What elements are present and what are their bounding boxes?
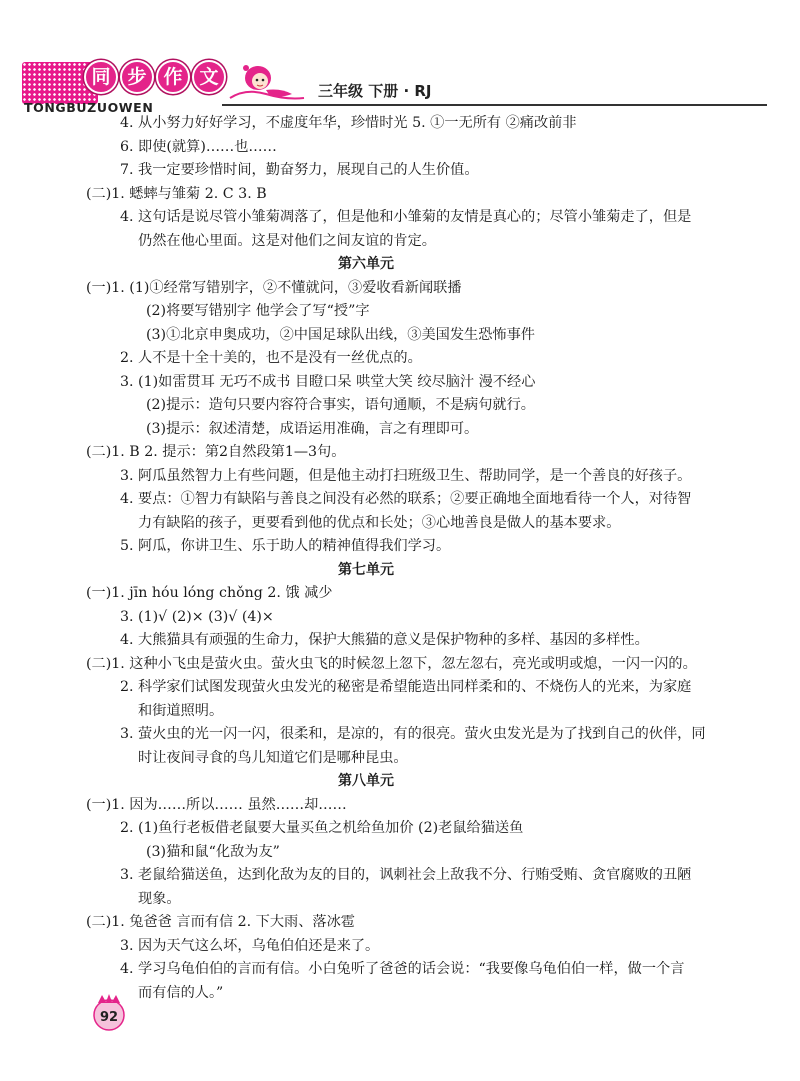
- page-number: 92: [99, 1010, 119, 1025]
- answer-line: (二)1. 蟋蟀与雏菊 2. C 3. B: [86, 185, 267, 202]
- answer-line: 4. 学习乌龟伯伯的言而有信。小白兔听了爸爸的话会说：“我要像乌龟伯伯一样，做一个言: [120, 961, 685, 977]
- answer-line: (二)1. 这种小飞虫是萤火虫。萤火虫飞的时候忽上忽下，忽左忽右，亮光或明或熄，一闪一闪的。: [86, 655, 697, 672]
- answer-line: 4. 大熊猫具有顽强的生命力，保护大熊猫的意义是保护物种的多样、基因的多样性。: [120, 632, 649, 648]
- answer-line: (2)将要写错别字 他学会了写“授”字: [146, 303, 370, 319]
- answer-line: 2. (1)鱼行老板借老鼠要大量买鱼之机给鱼加价 (2)老鼠给猫送鱼: [120, 820, 524, 836]
- answer-line: (3)猫和鼠“化敌为友”: [146, 843, 280, 860]
- answer-line: 2. 人不是十全十美的，也不是没有一丝优点的。: [120, 350, 422, 366]
- answer-line: 6. 即使(就算)……也……: [120, 138, 277, 155]
- girl-mascot-icon: [226, 58, 308, 108]
- answer-line: (3)提示：叙述清楚，成语运用准确，言之有理即可。: [146, 420, 479, 437]
- answer-line: (3)①北京申奥成功，②中国足球队出线，③美国发生恐怖事件: [146, 326, 535, 343]
- answer-line: 3. 萤火虫的光一闪一闪，很柔和，是凉的，有的很亮。萤火虫发光是为了找到自己的伙伴，同: [120, 726, 706, 742]
- answer-line: 而有信的人。”: [138, 984, 224, 1001]
- answer-line: (2)提示：造句只要内容符合事实，语句通顺，不是病句就行。: [146, 397, 535, 413]
- page-number-badge: [90, 993, 128, 1033]
- answer-line: 3. (1)√ (2)× (3)√ (4)×: [120, 608, 274, 625]
- answer-content: [86, 112, 786, 1005]
- section-heading: 第七单元: [338, 561, 394, 578]
- answer-line: 4. 这句话是说尽管小雏菊凋落了，但是他和小雏菊的友情是真心的；尽管小雏菊走了，但是: [120, 209, 692, 225]
- answer-line: (一)1. (1)①经常写错别字，②不懂就问，③爱收看新闻联播: [86, 279, 462, 296]
- answer-line: 力有缺陷的孩子，更要看到他的优点和长处；③心地善良是做人的基本要求。: [138, 514, 621, 531]
- answer-line: 4. 要点：①智力有缺陷与善良之间没有必然的联系；②要正确地全面地看待一个人，对待智: [120, 491, 692, 507]
- logo-pinyin: TONGBUZUOWEN: [24, 100, 154, 115]
- answer-line: 和街道照明。: [138, 702, 224, 719]
- answer-line: (一)1. 因为……所以…… 虽然……却……: [86, 796, 347, 813]
- answer-line: 4. 从小努力好好学习，不虚度年华，珍惜时光 5. ①一无所有 ②痛改前非: [120, 115, 577, 131]
- section-heading: 第六单元: [338, 256, 394, 272]
- logo-char: 文: [192, 60, 226, 94]
- logo-char: 同: [84, 60, 118, 94]
- answer-line: 7. 我一定要珍惜时间，勤奋努力，展现自己的人生价值。: [120, 162, 479, 178]
- answer-line: 现象。: [138, 890, 181, 907]
- logo-char: 步: [120, 60, 154, 94]
- section-heading: 第八单元: [338, 773, 394, 789]
- answer-line: (二)1. B 2. 提示：第2自然段第1—3句。: [86, 444, 346, 460]
- answer-line: 3. 老鼠给猫送鱼，达到化敌为友的目的，讽刺社会上敌我不分、行贿受贿、贪官腐败的丑陋: [120, 867, 692, 883]
- page-header: [0, 0, 800, 115]
- header-divider: [222, 104, 767, 106]
- logo-char: 作: [156, 60, 190, 94]
- grade-label: 三年级 下册 · RJ: [318, 82, 432, 100]
- answer-line: 3. 因为天气这么坏，乌龟伯伯还是来了。: [120, 937, 380, 954]
- answer-line: 时让夜间寻食的鸟儿知道它们是哪种昆虫。: [138, 749, 408, 766]
- answer-line: 仍然在他心里面。这是对他们之间友谊的肯定。: [138, 232, 436, 249]
- answer-line: 3. 阿瓜虽然智力上有些问题，但是他主动打扫班级卫生、帮助同学，是一个善良的好孩子。: [120, 467, 692, 484]
- answer-line: (二)1. 兔爸爸 言而有信 2. 下大雨、落冰雹: [86, 914, 355, 930]
- answer-line: 3. (1)如雷贯耳 无巧不成书 目瞪口呆 哄堂大笑 绞尽脑汁 漫不经心: [120, 373, 536, 390]
- answer-line: 2. 科学家们试图发现萤火虫发光的秘密是希望能造出同样柔和的、不烧伤人的光来，为家庭: [120, 679, 692, 695]
- answer-line: (一)1. jīn hóu lóng chǒng 2. 饿 减少: [86, 585, 333, 601]
- book-logo: [84, 60, 226, 94]
- answer-line: 5. 阿瓜，你讲卫生、乐于助人的精神值得我们学习。: [120, 538, 451, 554]
